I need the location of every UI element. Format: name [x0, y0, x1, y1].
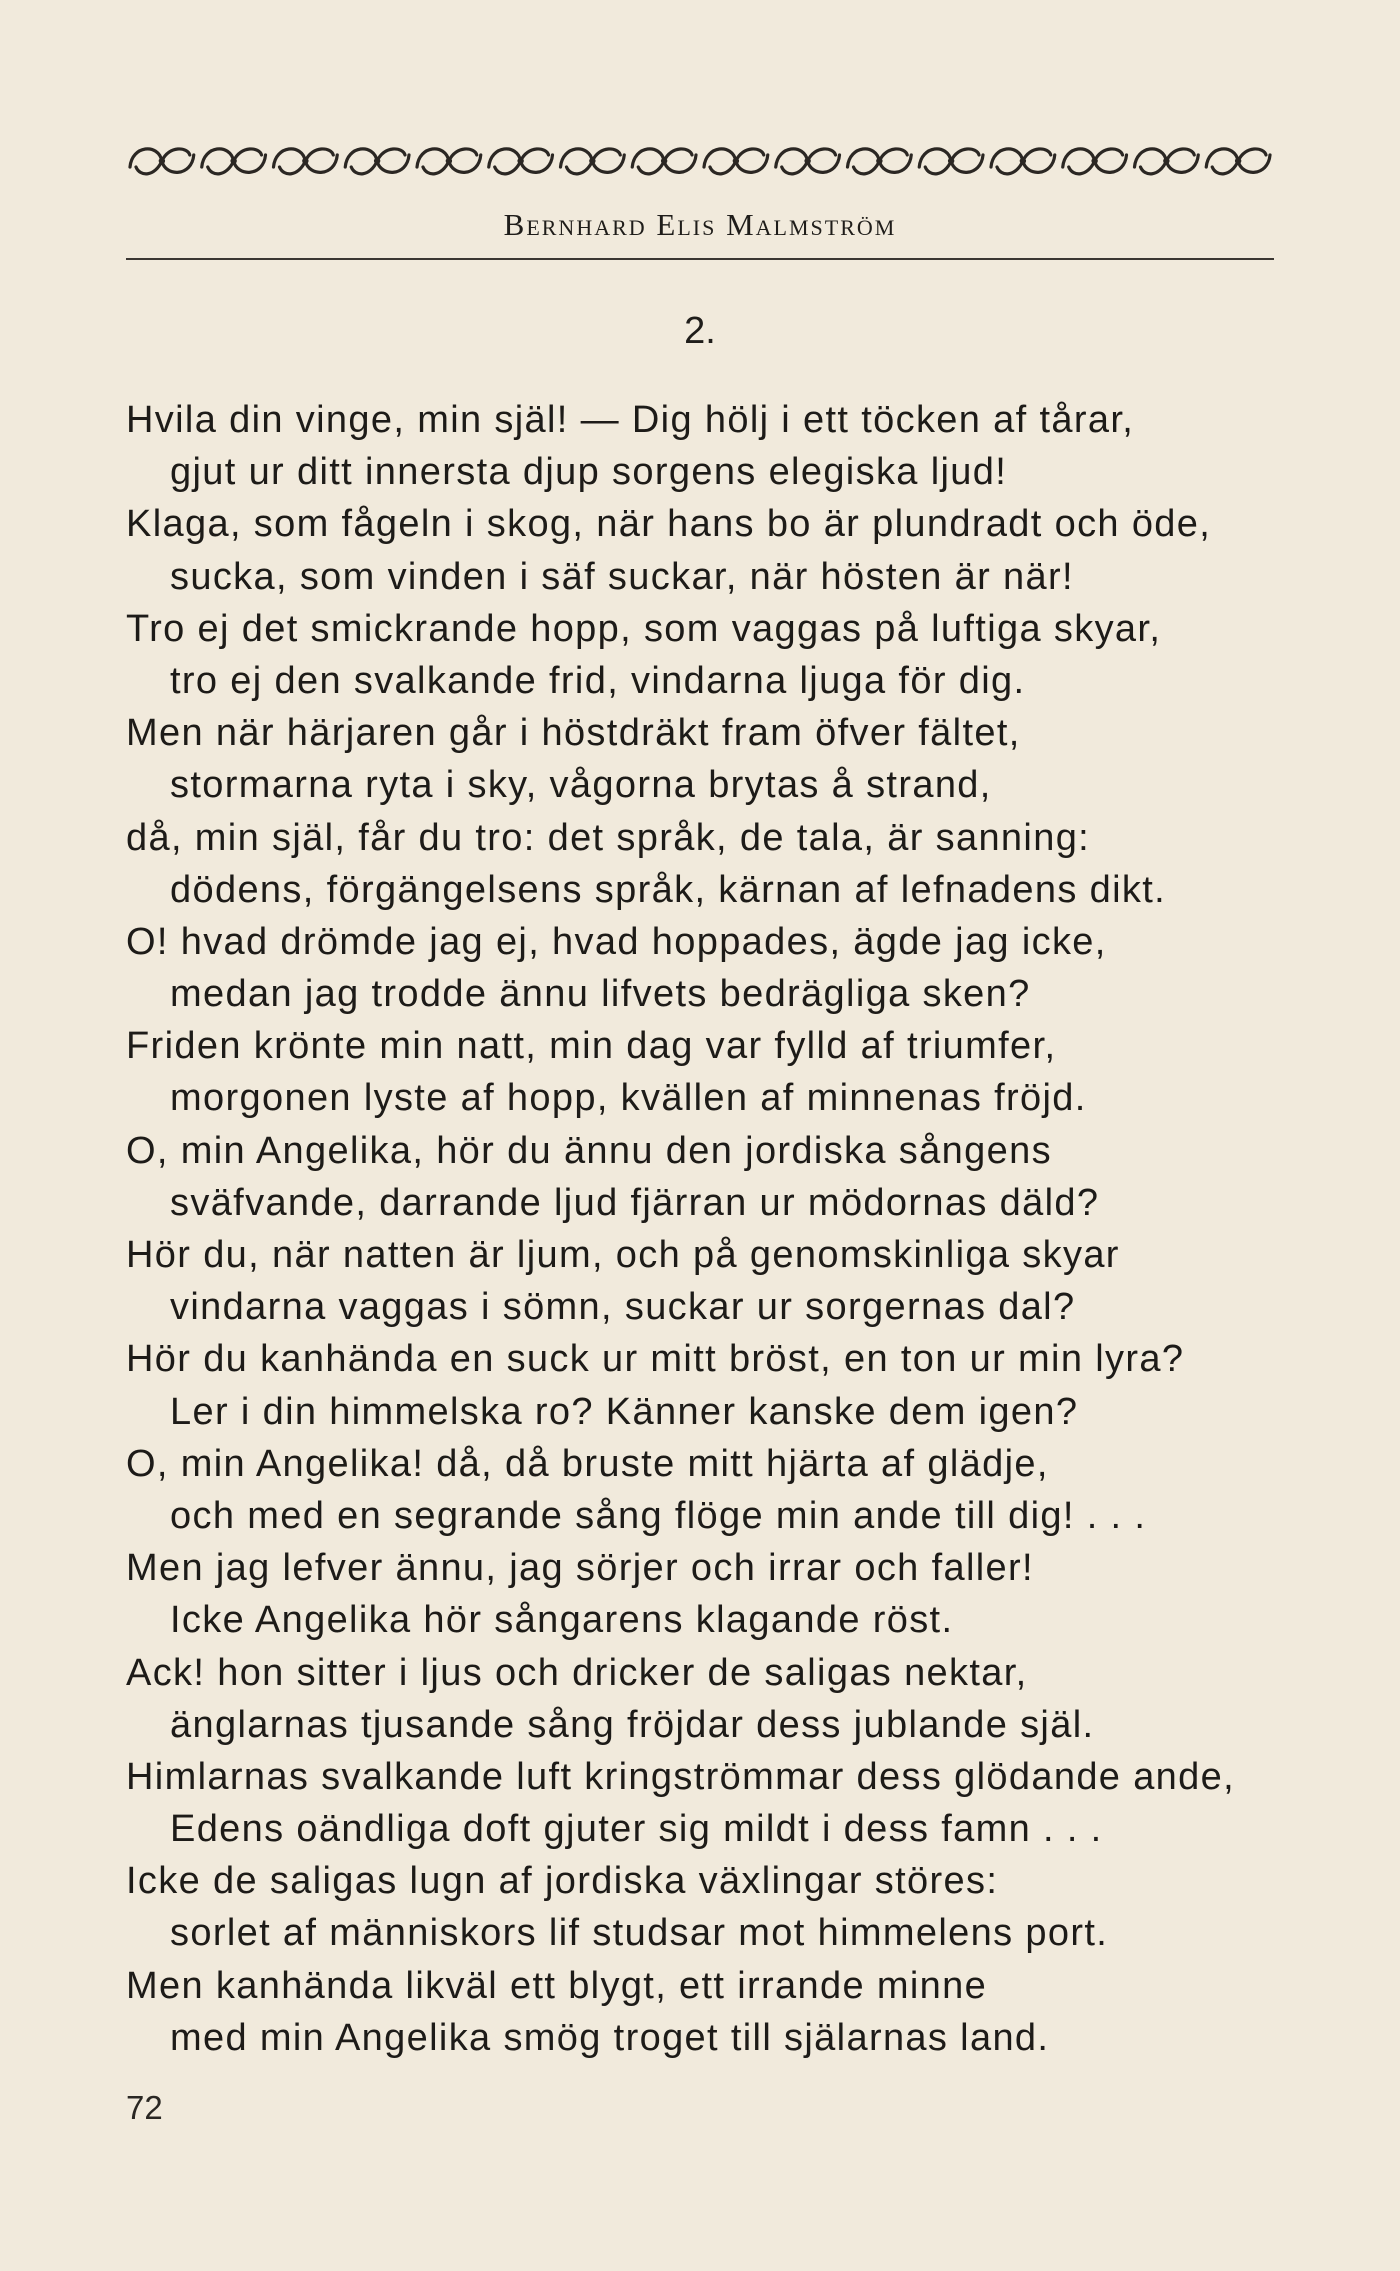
ornament-motif: [561, 149, 625, 174]
poem-line: och med en segrande sång flöge min ande till dig! . . .: [170, 1494, 1147, 1537]
poem-line: Hör du kanhända en suck ur mitt bröst, en ton ur min lyra?: [126, 1338, 1185, 1381]
poem-line: sorlet af människors lif studsar mot himmelens port.: [170, 1912, 1109, 1955]
poem-line: dödens, förgängelsens språk, kärnan af lefnadens dikt.: [170, 868, 1167, 911]
decorative-border-ornament: [126, 137, 1274, 185]
poem-line: vindarna vaggas i sömn, suckar ur sorgernas dal?: [170, 1286, 1076, 1329]
poem-line: med min Angelika smög troget till själarnas land.: [170, 2016, 1050, 2059]
poem-line: Men kanhända likväl ett blygt, ett irrande minne: [126, 1964, 988, 2007]
poem-line: Icke Angelika hör sångarens klagande röst.: [170, 1599, 954, 1642]
poem-line: Klaga, som fågeln i skog, när hans bo är plundradt och öde,: [126, 503, 1212, 546]
poem-line: Men när härjaren går i höstdräkt fram öfver fältet,: [126, 712, 1021, 755]
poem-line: Tro ej det smickrande hopp, som vaggas på luftiga skyar,: [126, 607, 1162, 650]
poem-line: sväfvande, darrande ljud fjärran ur mödornas däld?: [170, 1181, 1100, 1224]
ornament-motif: [489, 149, 553, 174]
ornament-motif: [345, 149, 409, 174]
running-head-author: Bernhard Elis Malmström: [503, 207, 897, 242]
poem-line: Edens oändliga doft gjuter sig mildt i dess famn . . .: [170, 1808, 1103, 1851]
poem-line: O! hvad drömde jag ej, hvad hoppades, ägde jag icke,: [126, 920, 1107, 963]
poem-line: Ack! hon sitter i ljus och dricker de saligas nektar,: [126, 1651, 1028, 1694]
poem-line: Himlarnas svalkande luft kringströmmar dess glödande ande,: [126, 1755, 1236, 1798]
ornament-motif: [991, 149, 1055, 174]
ornament-motif: [1135, 149, 1199, 174]
poem-line: O, min Angelika! då, då bruste mitt hjärta af glädje,: [126, 1442, 1049, 1485]
poem-line: Men jag lefver ännu, jag sörjer och irrar och faller!: [126, 1547, 1034, 1590]
header-rule: [126, 258, 1274, 260]
ornament-motif: [776, 149, 840, 174]
poem-line: Hvila din vinge, min själ! — Dig hölj i ett töcken af tårar,: [126, 399, 1135, 441]
poem-line: tro ej den svalkande frid, vindarna ljuga för dig.: [170, 659, 1026, 702]
poem-line: Friden krönte min natt, min dag var fylld af triumfer,: [126, 1025, 1057, 1068]
page-number: 72: [126, 2089, 163, 2126]
ornament-motif: [704, 149, 768, 174]
poem-line: morgonen lyste af hopp, kvällen af minnenas fröjd.: [170, 1077, 1087, 1120]
ornament-motif: [202, 149, 266, 174]
ornament-motif: [632, 149, 696, 174]
ornament-motif: [417, 149, 481, 174]
ornament-motif: [919, 149, 983, 174]
poem-line: O, min Angelika, hör du ännu den jordiska sångens: [126, 1129, 1052, 1172]
poem-line: då, min själ, får du tro: det språk, de tala, är sanning:: [126, 816, 1091, 859]
ornament-motif: [274, 149, 338, 174]
poem-line: sucka, som vinden i säf suckar, när hösten är när!: [170, 555, 1074, 598]
poem-line: gjut ur ditt innersta djup sorgens elegiska ljud!: [170, 451, 1008, 494]
poem-line: medan jag trodde ännu lifvets bedrägliga sken?: [170, 973, 1031, 1016]
ornament-motif: [1063, 149, 1127, 174]
ornament-motif: [1206, 149, 1270, 174]
section-number: 2.: [684, 310, 716, 352]
poem-line: Ler i din himmelska ro? Känner kanske dem igen?: [170, 1390, 1079, 1433]
poem-line: Icke de saligas lugn af jordiska växlingar störes:: [126, 1860, 999, 1903]
ornament-motif: [130, 149, 194, 174]
ornament-motif: [848, 149, 912, 174]
poem-body: [126, 394, 1286, 2064]
poem-line: Hör du, när natten är ljum, och på genomskinliga skyar: [126, 1234, 1120, 1276]
poem-line: änglarnas tjusande sång fröjdar dess jublande själ.: [170, 1703, 1095, 1746]
poem-line: stormarna ryta i sky, vågorna brytas å strand,: [170, 764, 992, 807]
